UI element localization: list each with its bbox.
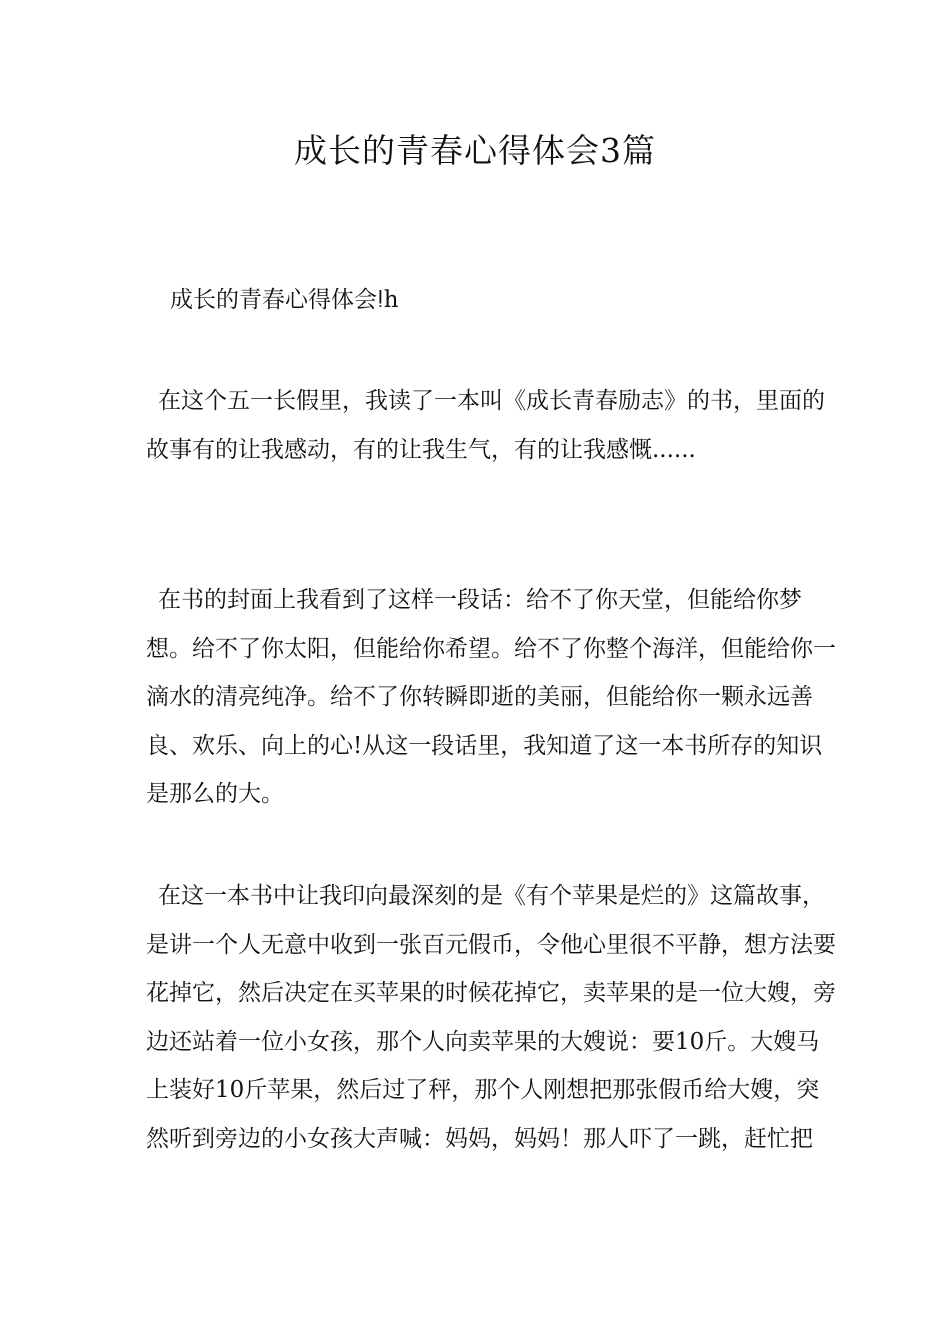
paragraph-2: 在书的封面上我看到了这样一段话：给不了你天堂，但能给你梦想。给不了你太阳，但能给你希望。给不了你整个海洋，但能给你一滴水的清亮纯净。给不了你转瞬即逝的美丽，但能给你一颗永远善良、欢乐、向上的心!从这一段话里，我知道了这一本书所存的知识是那么的大。 bbox=[146, 587, 836, 807]
document-title: 成长的青春心得体会3篇 bbox=[294, 131, 656, 170]
paragraph-1: 在这个五一长假里，我读了一本叫《成长青春励志》的书，里面的故事有的让我感动，有的让我生气，有的让我感慨...... bbox=[146, 388, 825, 463]
paragraph-3: 在这一本书中让我印向最深刻的是《有个苹果是烂的》这篇故事，是讲一个人无意中收到一张百元假币，令他心里很不平静，想方法要花掉它，然后决定在买苹果的时候花掉它，卖苹果的是一位大嫂，旁边还站着一位小女孩，那个人向卖苹果的大嫂说：要10斤。大嫂马上装好10斤苹果，然后过了秤，那个人刚想把那张假币给大嫂，突然听到旁边的小女孩大声喊：妈妈，妈妈！那人吓了一跳，赶忙把 bbox=[146, 883, 836, 1152]
section-heading: 成长的青春心得体会ǃh bbox=[170, 287, 399, 313]
